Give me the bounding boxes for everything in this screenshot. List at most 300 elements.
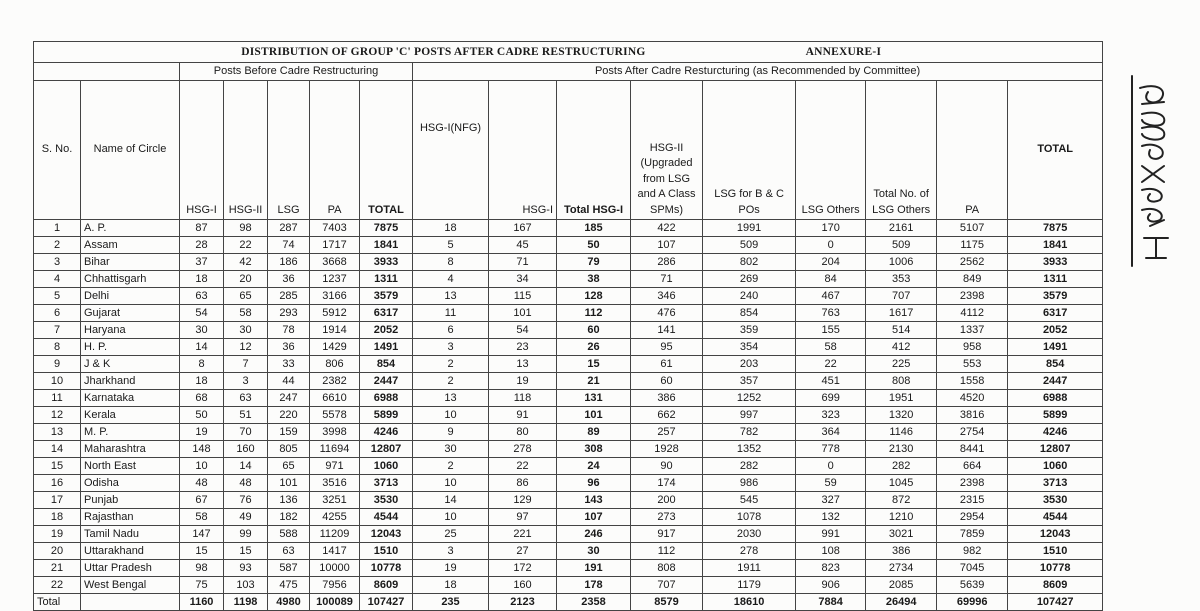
cell-after-pa: 2954 [937, 509, 1008, 526]
cell-hsg2: 160 [224, 441, 268, 458]
cell-total: 3530 [360, 492, 413, 509]
cell-total: 1060 [360, 458, 413, 475]
cell-hsg1: 75 [180, 577, 224, 594]
cell-after-hsg1: 71 [489, 254, 557, 271]
cell-total-lsg-others: 1210 [866, 509, 937, 526]
cell-pa: 1417 [310, 543, 360, 560]
col-after-pa-header: PA [937, 81, 1008, 220]
cell-total-lsg-others: 1006 [866, 254, 937, 271]
cell-after-total: 6988 [1008, 390, 1103, 407]
cell-hsg2-upgraded: 286 [631, 254, 703, 271]
cell-after-pa: 7045 [937, 560, 1008, 577]
cell-total: 1491 [360, 339, 413, 356]
cell-lsg-bc: 282 [703, 458, 796, 475]
cell-circle-name: Maharashtra [81, 441, 180, 458]
cell-after-total: 12043 [1008, 526, 1103, 543]
table-row [34, 458, 1103, 475]
cell-hsg1-nfg: 13 [413, 288, 489, 305]
col-total-header: TOTAL [360, 81, 413, 220]
table-row [34, 356, 1103, 373]
cell-total-hsg1: 191 [557, 560, 631, 577]
cell-circle-name: Delhi [81, 288, 180, 305]
cell-circle-name: West Bengal [81, 577, 180, 594]
cell-total: 854 [360, 356, 413, 373]
cell-hsg2-upgraded: 257 [631, 424, 703, 441]
table-row [34, 492, 1103, 509]
cell-pa: 10000 [310, 560, 360, 577]
cell-hsg1-nfg: 25 [413, 526, 489, 543]
cell-lsg: 101 [268, 475, 310, 492]
cell-after-hsg1: 278 [489, 441, 557, 458]
cell-total-hsg1: 24 [557, 458, 631, 475]
cell-hsg2: 103 [224, 577, 268, 594]
col-hsg1-nfg-header: HSG-I(NFG) [413, 81, 489, 220]
cell-sno: 22 [34, 577, 81, 594]
cell-after-hsg1: 97 [489, 509, 557, 526]
cell-hsg2-upgraded: 112 [631, 543, 703, 560]
cell-hsg1: 15 [180, 543, 224, 560]
cell-total: 2052 [360, 322, 413, 339]
cell-hsg1: 28 [180, 237, 224, 254]
cell-after-pa: 849 [937, 271, 1008, 288]
cell-total-lsg-others: 1045 [866, 475, 937, 492]
cell-after-pa: 5107 [937, 220, 1008, 237]
group-before-header: Posts Before Cadre Restructuring [180, 63, 413, 81]
cell-after-total: 5899 [1008, 407, 1103, 424]
cell-hsg1: 10 [180, 458, 224, 475]
cell-lsg-others: 7884 [796, 594, 866, 611]
cell-pa: 4255 [310, 509, 360, 526]
cell-after-hsg1: 80 [489, 424, 557, 441]
cell-lsg: 4980 [268, 594, 310, 611]
cell-hsg2: 30 [224, 322, 268, 339]
lsg-bc-line-2: POs [738, 203, 760, 216]
cell-after-hsg1: 167 [489, 220, 557, 237]
cell-circle-name: Chhattisgarh [81, 271, 180, 288]
annexure-label: ANNEXURE-I [796, 42, 1103, 63]
cell-hsg2-upgraded: 1928 [631, 441, 703, 458]
cell-after-total: 1841 [1008, 237, 1103, 254]
distribution-table [33, 41, 1103, 611]
cell-lsg: 136 [268, 492, 310, 509]
cell-after-total: 7875 [1008, 220, 1103, 237]
cell-total-hsg1: 107 [557, 509, 631, 526]
cell-lsg-bc: 18610 [703, 594, 796, 611]
cell-hsg1: 63 [180, 288, 224, 305]
cell-hsg1-nfg: 13 [413, 390, 489, 407]
cell-after-hsg1: 27 [489, 543, 557, 560]
cell-hsg2: 51 [224, 407, 268, 424]
cell-hsg1: 18 [180, 271, 224, 288]
cell-after-hsg1: 45 [489, 237, 557, 254]
cell-total-hsg1: 246 [557, 526, 631, 543]
cell-hsg1: 19 [180, 424, 224, 441]
table-row [34, 441, 1103, 458]
cell-hsg1: 87 [180, 220, 224, 237]
cell-hsg1-nfg: 9 [413, 424, 489, 441]
cell-lsg-bc: 1911 [703, 560, 796, 577]
cell-hsg2-upgraded: 60 [631, 373, 703, 390]
cell-lsg-bc: 278 [703, 543, 796, 560]
cell-after-hsg1: 129 [489, 492, 557, 509]
cell-lsg: 287 [268, 220, 310, 237]
cell-after-hsg1: 19 [489, 373, 557, 390]
cell-hsg1-nfg: 10 [413, 509, 489, 526]
table-total-row [34, 594, 1103, 611]
cell-total: 12043 [360, 526, 413, 543]
cell-circle-name: Punjab [81, 492, 180, 509]
cell-total: 6988 [360, 390, 413, 407]
cell-total: 7875 [360, 220, 413, 237]
cell-hsg2-upgraded: 90 [631, 458, 703, 475]
cell-hsg2-upgraded: 107 [631, 237, 703, 254]
total-lsg-others-line-1: Total No. of [873, 188, 929, 200]
cell-sno: 15 [34, 458, 81, 475]
cell-lsg: 36 [268, 271, 310, 288]
cell-pa: 5912 [310, 305, 360, 322]
table-row [34, 526, 1103, 543]
cell-after-total: 854 [1008, 356, 1103, 373]
cell-after-pa: 2398 [937, 475, 1008, 492]
cell-hsg2: 63 [224, 390, 268, 407]
cell-lsg-bc: 1991 [703, 220, 796, 237]
cell-total: 1311 [360, 271, 413, 288]
table-row [34, 509, 1103, 526]
cell-hsg2-upgraded: 141 [631, 322, 703, 339]
cell-hsg2-upgraded: 174 [631, 475, 703, 492]
cell-hsg1: 67 [180, 492, 224, 509]
cell-circle-name: Jharkhand [81, 373, 180, 390]
cell-hsg2: 3 [224, 373, 268, 390]
cell-lsg-bc: 203 [703, 356, 796, 373]
cell-lsg-others: 699 [796, 390, 866, 407]
cell-pa: 7956 [310, 577, 360, 594]
cell-hsg1-nfg: 235 [413, 594, 489, 611]
cell-hsg2-upgraded: 273 [631, 509, 703, 526]
cell-sno: 4 [34, 271, 81, 288]
cell-total: 8609 [360, 577, 413, 594]
cell-total-lsg-others: 1951 [866, 390, 937, 407]
cell-total: 3579 [360, 288, 413, 305]
cell-total: 4544 [360, 509, 413, 526]
cell-sno: 19 [34, 526, 81, 543]
cell-after-total: 6317 [1008, 305, 1103, 322]
cell-hsg1: 54 [180, 305, 224, 322]
total-lsg-others-line-2: LSG Others [872, 203, 931, 216]
cell-hsg1: 14 [180, 339, 224, 356]
cell-after-pa: 8441 [937, 441, 1008, 458]
cell-hsg1-nfg: 2 [413, 458, 489, 475]
cell-lsg: 285 [268, 288, 310, 305]
cell-after-hsg1: 118 [489, 390, 557, 407]
cell-hsg2: 49 [224, 509, 268, 526]
cell-hsg2: 65 [224, 288, 268, 305]
cell-hsg2: 99 [224, 526, 268, 543]
cell-pa: 806 [310, 356, 360, 373]
col-total-hsg1-header: Total HSG-I [557, 81, 631, 220]
cell-after-hsg1: 54 [489, 322, 557, 339]
cell-lsg: 33 [268, 356, 310, 373]
table-row [34, 373, 1103, 390]
cell-after-total: 2447 [1008, 373, 1103, 390]
cell-lsg-others: 0 [796, 237, 866, 254]
cell-total-hsg1: 89 [557, 424, 631, 441]
cell-circle-name: J & K [81, 356, 180, 373]
cell-after-pa: 2754 [937, 424, 1008, 441]
cell-hsg1: 37 [180, 254, 224, 271]
cell-sno: 17 [34, 492, 81, 509]
cell-lsg-others: 823 [796, 560, 866, 577]
cell-after-total: 4246 [1008, 424, 1103, 441]
cell-hsg1-nfg: 11 [413, 305, 489, 322]
cell-lsg-others: 58 [796, 339, 866, 356]
cell-total: 5899 [360, 407, 413, 424]
cell-hsg2: 93 [224, 560, 268, 577]
cell-total-lsg-others: 514 [866, 322, 937, 339]
table-row [34, 560, 1103, 577]
cell-total: 10778 [360, 560, 413, 577]
cell-after-hsg1: 221 [489, 526, 557, 543]
cell-total: 107427 [360, 594, 413, 611]
cell-lsg-bc: 997 [703, 407, 796, 424]
cell-lsg: 475 [268, 577, 310, 594]
cell-after-total: 1311 [1008, 271, 1103, 288]
cell-hsg2-upgraded: 8579 [631, 594, 703, 611]
cell-circle-name: Haryana [81, 322, 180, 339]
cell-lsg: 588 [268, 526, 310, 543]
cell-total-lsg-others: 1320 [866, 407, 937, 424]
cell-sno: 18 [34, 509, 81, 526]
lsg-bc-line-1: LSG for B & C [714, 188, 784, 200]
cell-after-pa: 553 [937, 356, 1008, 373]
cell-total-lsg-others: 872 [866, 492, 937, 509]
table-row [34, 339, 1103, 356]
cell-total-hsg1: 30 [557, 543, 631, 560]
cell-total-lsg-others: 353 [866, 271, 937, 288]
cell-total-hsg1: 60 [557, 322, 631, 339]
cell-lsg-others: 327 [796, 492, 866, 509]
cell-hsg1-nfg: 19 [413, 560, 489, 577]
cell-total: 1841 [360, 237, 413, 254]
cell-lsg-bc: 782 [703, 424, 796, 441]
group-spacer [34, 63, 180, 81]
cell-after-hsg1: 2123 [489, 594, 557, 611]
cell-total-lsg-others: 412 [866, 339, 937, 356]
table-row [34, 271, 1103, 288]
cell-total-hsg1: 96 [557, 475, 631, 492]
cell-sno: 8 [34, 339, 81, 356]
cell-lsg-others: 0 [796, 458, 866, 475]
cell-after-total: 3530 [1008, 492, 1103, 509]
cell-after-pa: 7859 [937, 526, 1008, 543]
col-lsg-header: LSG [268, 81, 310, 220]
cell-after-pa: 664 [937, 458, 1008, 475]
col-sno-header: S. No. [34, 81, 81, 220]
cell-hsg2-upgraded: 476 [631, 305, 703, 322]
cell-after-pa: 2398 [937, 288, 1008, 305]
cell-lsg-bc: 240 [703, 288, 796, 305]
cell-pa: 2382 [310, 373, 360, 390]
cell-lsg-bc: 269 [703, 271, 796, 288]
cell-lsg: 78 [268, 322, 310, 339]
cell-total-hsg1: 308 [557, 441, 631, 458]
cell-sno: 11 [34, 390, 81, 407]
cell-circle-name: Odisha [81, 475, 180, 492]
cell-total: 4246 [360, 424, 413, 441]
cell-sno: 7 [34, 322, 81, 339]
cell-lsg-others: 59 [796, 475, 866, 492]
cell-lsg-others: 155 [796, 322, 866, 339]
cell-hsg2-upgraded: 707 [631, 577, 703, 594]
cell-lsg-others: 906 [796, 577, 866, 594]
cell-hsg2-upgraded: 662 [631, 407, 703, 424]
table-row [34, 475, 1103, 492]
cell-hsg2: 20 [224, 271, 268, 288]
cell-after-pa: 2315 [937, 492, 1008, 509]
cell-circle-name: Gujarat [81, 305, 180, 322]
col-after-total-header: TOTAL [1008, 81, 1103, 220]
cell-total-hsg1: 178 [557, 577, 631, 594]
cell-total-hsg1: 21 [557, 373, 631, 390]
cell-hsg2-upgraded: 71 [631, 271, 703, 288]
cell-total-lsg-others: 2161 [866, 220, 937, 237]
cell-hsg2-upgraded: 200 [631, 492, 703, 509]
cell-hsg1: 8 [180, 356, 224, 373]
cell-hsg2-upgraded: 386 [631, 390, 703, 407]
hsg2-upg-line-1: HSG-II [649, 141, 684, 154]
cell-pa: 7403 [310, 220, 360, 237]
cell-sno: 10 [34, 373, 81, 390]
cell-after-pa: 5639 [937, 577, 1008, 594]
col-name-header: Name of Circle [81, 81, 180, 220]
hsg2-upg-line-4: and A Class [637, 188, 696, 200]
cell-hsg1-nfg: 18 [413, 577, 489, 594]
cell-pa: 1914 [310, 322, 360, 339]
cell-pa: 100089 [310, 594, 360, 611]
cell-pa: 11209 [310, 526, 360, 543]
cell-hsg1-nfg: 18 [413, 220, 489, 237]
cell-total-hsg1: 79 [557, 254, 631, 271]
cell-circle-name: Tamil Nadu [81, 526, 180, 543]
cell-lsg-bc: 1078 [703, 509, 796, 526]
cell-lsg: 63 [268, 543, 310, 560]
cell-hsg1-nfg: 4 [413, 271, 489, 288]
cell-circle-name: Kerala [81, 407, 180, 424]
cell-hsg2: 42 [224, 254, 268, 271]
cell-after-hsg1: 160 [489, 577, 557, 594]
cell-circle-name: M. P. [81, 424, 180, 441]
cell-total: 3713 [360, 475, 413, 492]
cell-total-lsg-others: 282 [866, 458, 937, 475]
cell-after-hsg1: 86 [489, 475, 557, 492]
cell-total-lsg-others: 386 [866, 543, 937, 560]
cell-hsg1-nfg: 3 [413, 339, 489, 356]
table-row [34, 543, 1103, 560]
hsg2-upg-line-5: SPMs) [650, 203, 683, 216]
cell-sno: 5 [34, 288, 81, 305]
cell-lsg-others: 22 [796, 356, 866, 373]
cell-hsg1-nfg: 30 [413, 441, 489, 458]
table-row [34, 220, 1103, 237]
cell-circle-name: North East [81, 458, 180, 475]
cell-total-hsg1: 101 [557, 407, 631, 424]
cell-total-lsg-others: 707 [866, 288, 937, 305]
cell-circle-name: Uttar Pradesh [81, 560, 180, 577]
cell-hsg1: 30 [180, 322, 224, 339]
cell-total: 2447 [360, 373, 413, 390]
cell-lsg-others: 170 [796, 220, 866, 237]
cell-hsg1: 18 [180, 373, 224, 390]
cell-circle-name [81, 594, 180, 611]
cell-after-pa: 69996 [937, 594, 1008, 611]
cell-hsg1: 50 [180, 407, 224, 424]
cell-pa: 3668 [310, 254, 360, 271]
cell-pa: 11694 [310, 441, 360, 458]
hsg2-upg-line-3: from LSG [642, 172, 691, 185]
cell-pa: 6610 [310, 390, 360, 407]
cell-total-lsg-others: 2085 [866, 577, 937, 594]
cell-circle-name: Karnataka [81, 390, 180, 407]
cell-after-hsg1: 34 [489, 271, 557, 288]
handwritten-annexure-note [1120, 70, 1180, 270]
cell-lsg-bc: 854 [703, 305, 796, 322]
cell-total-lsg-others: 2734 [866, 560, 937, 577]
cell-sno: 2 [34, 237, 81, 254]
cell-circle-name: Bihar [81, 254, 180, 271]
cell-total-lsg-others: 26494 [866, 594, 937, 611]
cell-total-hsg1: 128 [557, 288, 631, 305]
cell-after-pa: 1175 [937, 237, 1008, 254]
cell-lsg-bc: 802 [703, 254, 796, 271]
cell-hsg2: 58 [224, 305, 268, 322]
cell-lsg-bc: 1352 [703, 441, 796, 458]
table-row [34, 390, 1103, 407]
cell-lsg-others: 467 [796, 288, 866, 305]
cell-lsg: 220 [268, 407, 310, 424]
cell-total-lsg-others: 3021 [866, 526, 937, 543]
cell-lsg-bc: 986 [703, 475, 796, 492]
cell-after-pa: 958 [937, 339, 1008, 356]
annexure-table-sheet [33, 41, 1102, 611]
cell-hsg1: 58 [180, 509, 224, 526]
cell-hsg2-upgraded: 61 [631, 356, 703, 373]
col-lsg-bc-header [703, 81, 796, 220]
cell-lsg: 74 [268, 237, 310, 254]
cell-total-lsg-others: 509 [866, 237, 937, 254]
cell-sno: Total [34, 594, 81, 611]
cell-total-hsg1: 38 [557, 271, 631, 288]
cell-lsg-bc: 1179 [703, 577, 796, 594]
cell-lsg-bc: 545 [703, 492, 796, 509]
cell-after-total: 8609 [1008, 577, 1103, 594]
cell-sno: 13 [34, 424, 81, 441]
table-row [34, 288, 1103, 305]
cell-total: 12807 [360, 441, 413, 458]
cell-total-lsg-others: 1617 [866, 305, 937, 322]
cell-after-pa: 982 [937, 543, 1008, 560]
cell-after-total: 10778 [1008, 560, 1103, 577]
cell-sno: 16 [34, 475, 81, 492]
cell-lsg-others: 991 [796, 526, 866, 543]
cell-total: 6317 [360, 305, 413, 322]
cell-after-pa: 4520 [937, 390, 1008, 407]
cell-lsg: 65 [268, 458, 310, 475]
table-row [34, 254, 1103, 271]
cell-after-hsg1: 13 [489, 356, 557, 373]
cell-sno: 20 [34, 543, 81, 560]
cell-after-hsg1: 22 [489, 458, 557, 475]
cell-lsg-bc: 509 [703, 237, 796, 254]
